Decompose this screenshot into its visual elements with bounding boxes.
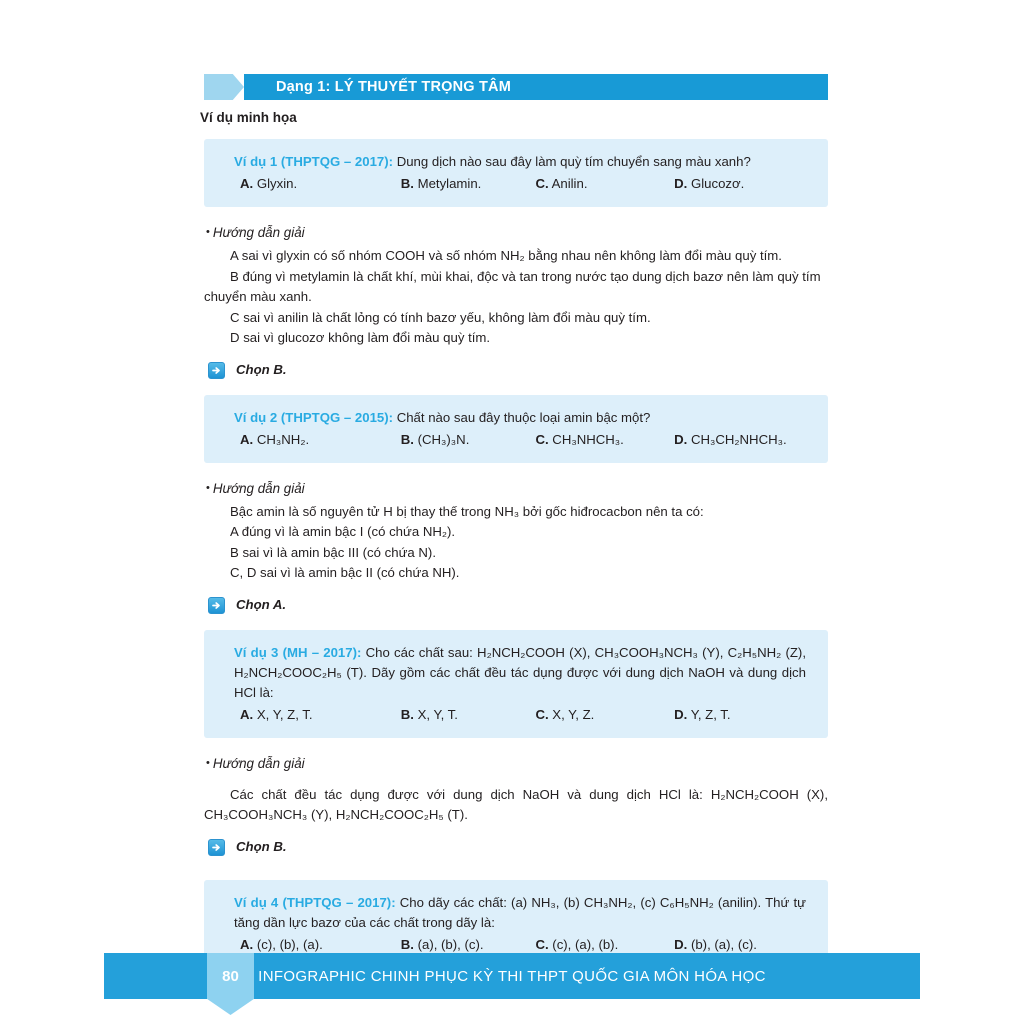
option-key-c: C.: [535, 936, 549, 952]
example-options-1: [234, 174, 806, 194]
solution-line: A đúng vì là amin bậc I (có chứa NH₂).: [230, 524, 456, 540]
solution-block-3: [204, 754, 828, 858]
option-text-d: CH₃CH₂NHCH₃.: [690, 431, 787, 447]
bullet-icon: •: [206, 481, 210, 494]
bullet-icon: •: [206, 756, 210, 769]
option-text-d: Glucozơ.: [690, 176, 745, 192]
option-key-c: C.: [535, 431, 549, 447]
option-key-a: A.: [240, 176, 254, 192]
answer-row-1: [208, 360, 828, 381]
option-d[interactable]: [674, 935, 757, 955]
example-question-3: [234, 643, 806, 703]
solution-lines-1: [204, 246, 828, 349]
page-content: [200, 104, 828, 968]
bullet-icon: •: [206, 226, 210, 239]
solution-heading-3: [206, 754, 828, 775]
solution-heading-text-1: Hướng dẫn giải: [212, 225, 305, 241]
option-c[interactable]: [535, 174, 674, 194]
example-options-3: [234, 705, 806, 725]
arrow-right-icon: [208, 839, 225, 856]
option-d[interactable]: [674, 430, 787, 450]
example-options-2: [234, 430, 806, 450]
option-key-b: B.: [400, 431, 414, 447]
option-b[interactable]: [401, 174, 536, 194]
option-b[interactable]: [401, 430, 536, 450]
option-text-c: CH₃NHCH₃.: [552, 431, 624, 447]
solution-heading-2: [206, 479, 828, 500]
option-text-b: X, Y, T.: [417, 706, 458, 722]
option-text-b: (CH₃)₃N.: [417, 431, 470, 447]
option-key-b: B.: [400, 936, 414, 952]
option-key-d: D.: [674, 431, 688, 447]
solution-heading-1: [206, 223, 828, 244]
solution-line: C, D sai vì là amin bậc II (có chứa NH).: [230, 565, 460, 581]
example-label-4: Ví dụ 4 (THPTQG – 2017):: [234, 894, 396, 910]
solution-line: C sai vì anilin là chất lỏng có tính bazơ yếu, không làm đổi màu quỳ tím.: [230, 309, 651, 325]
section-banner: [204, 74, 828, 100]
option-text-b: (a), (b), (c).: [417, 936, 484, 952]
arrow-right-icon: [208, 597, 225, 614]
option-key-c: C.: [535, 176, 549, 192]
option-a[interactable]: [240, 430, 401, 450]
example-label-2: Ví dụ 2 (THPTQG – 2015):: [234, 409, 394, 425]
section-label: Ví dụ minh họa: [200, 110, 297, 125]
option-key-d: D.: [674, 936, 688, 952]
example-box-3: [204, 630, 828, 738]
example-options-4: [234, 935, 806, 955]
solution-lines-3: [204, 785, 828, 826]
option-key-a: A.: [240, 706, 254, 722]
option-text-b: Metylamin.: [417, 176, 482, 192]
arrow-right-icon: [208, 362, 225, 379]
option-text-d: Y, Z, T.: [690, 706, 731, 722]
option-d[interactable]: [674, 174, 744, 194]
option-key-d: D.: [674, 176, 688, 192]
solution-block-2: [204, 479, 828, 616]
example-question-text-2: Chất nào sau đây thuộc loại amin bậc một?: [396, 409, 651, 425]
example-question-2: [234, 408, 806, 428]
solution-block-1: [204, 223, 828, 380]
option-a[interactable]: [240, 174, 401, 194]
page-number: 80: [222, 967, 239, 985]
solution-line: Các chất đều tác dụng được với dung dịch NaOH và dung dịch HCl là: H₂NCH₂COOH (X), CH₃COOH₃NCH₃ (Y), H₂NCH₂COOC₂H₅ (T).: [204, 786, 828, 823]
answer-text-1: Chọn B.: [236, 362, 287, 377]
solution-heading-text-3: Hướng dẫn giải: [212, 755, 305, 771]
footer-title: INFOGRAPHIC CHINH PHỤC KỲ THI THPT QUỐC GIA MÔN HÓA HỌC: [258, 967, 766, 985]
solution-line: B đúng vì metylamin là chất khí, mùi khai, độc và tan trong nước tạo dung dịch bazơ nên làm quỳ tím chuyển màu xanh.: [204, 268, 821, 305]
solution-lines-2: [204, 502, 828, 584]
answer-row-3: [208, 837, 828, 858]
example-label-3: Ví dụ 3 (MH – 2017):: [234, 644, 362, 660]
option-d[interactable]: [674, 705, 730, 725]
option-key-c: C.: [535, 706, 549, 722]
option-a[interactable]: [240, 705, 401, 725]
option-key-b: B.: [400, 706, 414, 722]
option-key-a: A.: [240, 936, 254, 952]
example-box-1: [204, 139, 828, 207]
option-key-b: B.: [400, 176, 414, 192]
option-text-a: CH₃NH₂.: [256, 431, 310, 447]
option-text-d: (b), (a), (c).: [690, 936, 757, 952]
option-text-c: X, Y, Z.: [552, 706, 595, 722]
example-question-text-3: Cho các chất sau: H₂NCH₂COOH (X), CH₃COOH₃NCH₃ (Y), C₂H₅NH₂ (Z), H₂NCH₂COOC₂H₅ (T). Dãy gồm các chất đều tác dụng được với dung dịch NaOH và dung dịch HCl là:: [234, 644, 806, 700]
option-text-c: Anilin.: [551, 176, 588, 192]
option-c[interactable]: [535, 705, 674, 725]
option-text-c: (c), (a), (b).: [552, 936, 619, 952]
banner-title: Dạng 1: LÝ THUYẾT TRỌNG TÂM: [276, 79, 511, 95]
option-c[interactable]: [535, 430, 674, 450]
page-footer: [104, 953, 920, 999]
example-question-text-1: Dung dịch nào sau đây làm quỳ tím chuyển sang màu xanh?: [396, 154, 751, 169]
answer-row-2: [208, 595, 828, 616]
option-text-a: Glyxin.: [256, 176, 298, 192]
example-question-text-4: Cho dãy các chất: (a) NH₃, (b) CH₃NH₂, (c) C₆H₅NH₂ (anilin). Thứ tự tăng dần lực bazơ của các chất trong dãy là:: [234, 894, 806, 930]
solution-line: D sai vì glucozơ không làm đổi màu quỳ tím.: [230, 330, 491, 346]
option-text-a: (c), (b), (a).: [256, 936, 323, 952]
option-b[interactable]: [401, 705, 536, 725]
option-key-a: A.: [240, 431, 254, 447]
option-c[interactable]: [535, 935, 674, 955]
solution-line: Bậc amin là số nguyên tử H bị thay thế trong NH₃ bởi gốc hiđrocacbon nên ta có:: [230, 503, 704, 519]
solution-line: A sai vì glyxin có số nhóm COOH và số nhóm NH₂ bằng nhau nên không làm đổi màu quỳ tím.: [230, 248, 782, 264]
example-question-1: [234, 152, 806, 172]
solution-heading-text-2: Hướng dẫn giải: [212, 480, 305, 496]
option-text-a: X, Y, Z, T.: [256, 706, 313, 722]
chevron-right-icon: [204, 74, 244, 100]
answer-text-2: Chọn A.: [236, 597, 287, 612]
example-question-4: [234, 893, 806, 933]
banner-bar: [244, 74, 828, 100]
option-key-d: D.: [674, 706, 688, 722]
option-b[interactable]: [401, 935, 536, 955]
solution-line: B sai vì là amin bậc III (có chứa N).: [230, 544, 436, 560]
example-box-2: [204, 395, 828, 463]
answer-text-3: Chọn B.: [236, 838, 287, 854]
example-label-1: Ví dụ 1 (THPTQG – 2017):: [234, 154, 394, 169]
option-a[interactable]: [240, 935, 401, 955]
